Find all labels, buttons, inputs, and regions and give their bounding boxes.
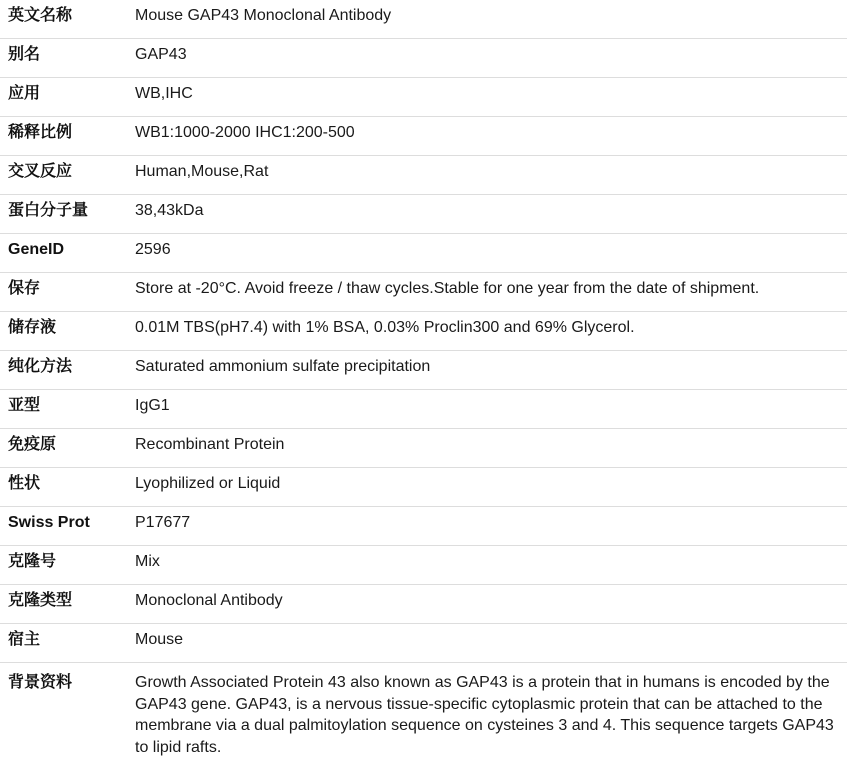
- row-value: Growth Associated Protein 43 also known as GAP43 is a protein that in humans is encoded by the GAP43 gene. GAP43, is a nervous tissue-specific cytoplasmic protein that can be attached to the membrane via a dual palmitoylation sequence on cysteines 3 and 4. This sequence targets GAP43 to lipid rafts.: [135, 674, 834, 756]
- row-application: [0, 78, 847, 117]
- row-value: Mouse GAP43 Monoclonal Antibody: [135, 7, 392, 24]
- row-label: 免疫原: [8, 436, 57, 453]
- row-value: IgG1: [135, 397, 170, 414]
- row-dilution: [0, 117, 847, 156]
- row-alias: [0, 39, 847, 78]
- row-label: 别名: [8, 46, 41, 63]
- row-molecular-weight: [0, 195, 847, 234]
- row-background: [0, 663, 847, 758]
- row-value: GAP43: [135, 46, 187, 63]
- row-swiss-prot: [0, 507, 847, 546]
- row-reactivity: [0, 156, 847, 195]
- row-gene-id: [0, 234, 847, 273]
- row-clone-number: [0, 546, 847, 585]
- row-storage: [0, 273, 847, 312]
- row-value: Lyophilized or Liquid: [135, 475, 281, 492]
- row-value: Recombinant Protein: [135, 436, 285, 453]
- row-label: GeneID: [8, 241, 65, 258]
- row-label: 稀释比例: [8, 124, 73, 141]
- row-english-name: [0, 0, 847, 39]
- row-label: 英文名称: [8, 7, 73, 24]
- row-immunogen: [0, 429, 847, 468]
- row-value: Monoclonal Antibody: [135, 592, 283, 609]
- row-label: 保存: [8, 280, 41, 297]
- row-value: WB1:1000-2000 IHC1:200-500: [135, 124, 355, 141]
- row-isotype: [0, 390, 847, 429]
- row-label: 储存液: [8, 319, 57, 336]
- row-value: 38,43kDa: [135, 202, 204, 219]
- row-value: WB,IHC: [135, 85, 193, 102]
- row-label: 蛋白分子量: [8, 202, 89, 219]
- row-clonality: [0, 585, 847, 624]
- row-host: [0, 624, 847, 663]
- row-purification: [0, 351, 847, 390]
- row-label: 克隆类型: [8, 592, 73, 609]
- row-label: 纯化方法: [8, 358, 73, 375]
- row-label: 亚型: [8, 397, 41, 414]
- row-storage-buffer: [0, 312, 847, 351]
- row-label: 交叉反应: [8, 163, 73, 180]
- row-label: Swiss Prot: [8, 514, 90, 531]
- row-label: 克隆号: [8, 553, 57, 570]
- row-label: 背景资料: [8, 674, 73, 691]
- row-value: 0.01M TBS(pH7.4) with 1% BSA, 0.03% Proclin300 and 69% Glycerol.: [135, 319, 635, 336]
- row-value: Human,Mouse,Rat: [135, 163, 269, 180]
- row-value: Mix: [135, 553, 160, 570]
- row-form: [0, 468, 847, 507]
- row-value: P17677: [135, 514, 191, 531]
- row-value: Saturated ammonium sulfate precipitation: [135, 358, 431, 375]
- row-value: Store at -20°C. Avoid freeze / thaw cycles.Stable for one year from the date of shipment.: [135, 280, 760, 297]
- row-label: 应用: [8, 85, 41, 102]
- row-label: 宿主: [8, 631, 41, 648]
- row-label: 性状: [8, 475, 41, 492]
- row-value: Mouse: [135, 631, 184, 648]
- row-value: 2596: [135, 241, 171, 258]
